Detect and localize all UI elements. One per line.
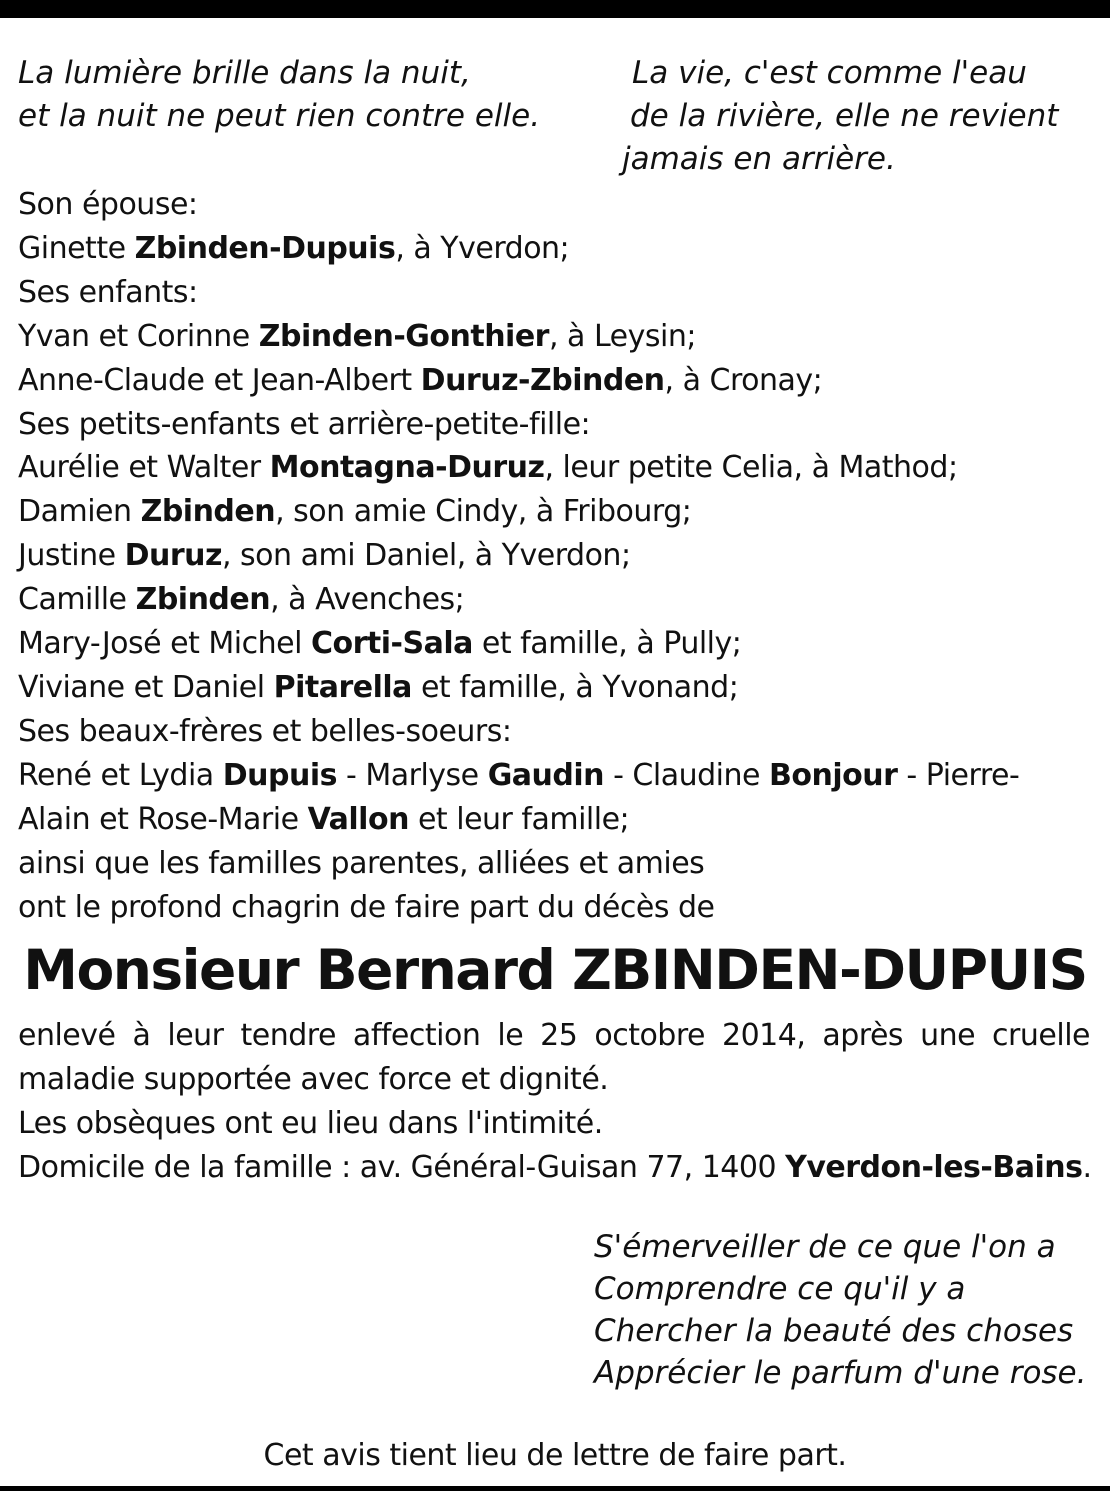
- child-line: [18, 315, 1093, 359]
- quote-line: jamais en arrière.: [622, 141, 896, 177]
- surname: Bonjour: [769, 757, 898, 793]
- location: , à Avenches;: [270, 582, 465, 618]
- surname: Duruz-Zbinden: [420, 362, 665, 398]
- surname: Montagna-Duruz: [269, 450, 545, 486]
- quote-top-right: [622, 52, 1058, 181]
- grandchildren-heading: Ses petits-enfants et arrière-petite-fille:: [18, 406, 591, 442]
- given-name: Viviane et Daniel: [18, 669, 274, 705]
- given-name: Justine: [18, 538, 125, 574]
- location: et famille, à Pully;: [472, 626, 742, 662]
- surname: Dupuis: [222, 757, 337, 793]
- quote-line: et la nuit ne peut rien contre elle.: [18, 98, 541, 134]
- grandchild-line: [18, 534, 1093, 578]
- quote-line: Comprendre ce qu'il y a: [594, 1271, 966, 1307]
- quote-bottom: [594, 1226, 1087, 1394]
- location: et leur famille;: [408, 801, 630, 837]
- closing-text: [18, 1014, 1090, 1190]
- quote-line: S'émerveiller de ce que l'on a: [594, 1229, 1056, 1265]
- surname: Pitarella: [273, 669, 412, 705]
- inlaws-line: [18, 798, 1093, 842]
- location: , son amie Cindy, à Fribourg;: [275, 494, 692, 530]
- given-name: Yvan et Corinne: [18, 318, 259, 354]
- inlaws-heading: Ses beaux-frères et belles-soeurs:: [18, 713, 512, 749]
- quote-line: de la rivière, elle ne revient: [630, 98, 1059, 134]
- location: , à Leysin;: [548, 318, 696, 354]
- given-name: Mary-José et Michel: [18, 626, 311, 662]
- domicile-city: Yverdon-les-Bains: [785, 1150, 1083, 1185]
- surname: Zbinden-Dupuis: [134, 230, 396, 266]
- location: , leur petite Celia, à Mathod;: [544, 450, 958, 486]
- surname: Vallon: [307, 801, 409, 837]
- inlaws-line: [18, 754, 1093, 798]
- given-name: Camille: [18, 582, 136, 618]
- grandchild-line: [18, 446, 1093, 490]
- surname: Gaudin: [487, 757, 605, 793]
- surname: Corti-Sala: [310, 626, 473, 662]
- quote-line: La vie, c'est comme l'eau: [632, 55, 1027, 91]
- separator: - Claudine: [604, 757, 769, 793]
- relative-line: [18, 666, 1093, 710]
- grandchild-line: [18, 490, 1093, 534]
- top-rule: [0, 0, 1110, 18]
- location: , son ami Daniel, à Yverdon;: [221, 538, 631, 574]
- given-name: Ginette: [18, 230, 135, 266]
- quote-line: Chercher la beauté des choses: [594, 1313, 1074, 1349]
- closing-line: maladie supportée avec force et dignité.: [18, 1062, 609, 1097]
- separator: - Marlyse: [336, 757, 488, 793]
- surname: Duruz: [124, 538, 222, 574]
- announce-line: ont le profond chagrin de faire part du décès de: [18, 889, 715, 925]
- also-line: ainsi que les familles parentes, alliées et amies: [18, 845, 705, 881]
- location: , à Cronay;: [664, 362, 823, 398]
- footer-note: Cet avis tient lieu de lettre de faire part.: [263, 1438, 847, 1473]
- location: et famille, à Yvonand;: [411, 669, 739, 705]
- given-name: René et Lydia: [18, 757, 223, 793]
- domicile-line: [18, 1146, 1090, 1190]
- spouse-heading: Son épouse:: [18, 187, 198, 222]
- deceased-name: Monsieur Bernard ZBINDEN-DUPUIS: [23, 938, 1087, 1002]
- bottom-rule: [0, 1486, 1110, 1491]
- given-name: Alain et Rose-Marie: [18, 801, 308, 837]
- domicile-address: Domicile de la famille : av. Général-Guisan 77, 1400: [18, 1150, 786, 1185]
- given-name: Anne-Claude et Jean-Albert: [18, 362, 421, 398]
- quote-line: Apprécier le parfum d'une rose.: [594, 1355, 1087, 1391]
- punctuation: .: [1082, 1150, 1092, 1185]
- family-list: [18, 183, 1093, 929]
- surname: Zbinden: [140, 494, 276, 530]
- closing-line: enlevé à leur tendre affection le 25 octobre 2014, après une cruelle: [18, 1018, 1090, 1053]
- quote-top-left: [18, 52, 540, 138]
- closing-line: Les obsèques ont eu lieu dans l'intimité.: [18, 1106, 603, 1141]
- children-heading: Ses enfants:: [18, 274, 198, 310]
- separator: - Pierre-: [897, 757, 1020, 793]
- given-name: Damien: [18, 494, 141, 530]
- relative-line: [18, 622, 1093, 666]
- grandchild-line: [18, 578, 1093, 622]
- spouse-line: [18, 227, 1093, 271]
- given-name: Aurélie et Walter: [18, 450, 270, 486]
- surname: Zbinden-Gonthier: [258, 318, 549, 354]
- child-line: [18, 359, 1093, 403]
- quote-line: La lumière brille dans la nuit,: [18, 55, 471, 91]
- location: , à Yverdon;: [395, 230, 570, 266]
- surname: Zbinden: [135, 582, 271, 618]
